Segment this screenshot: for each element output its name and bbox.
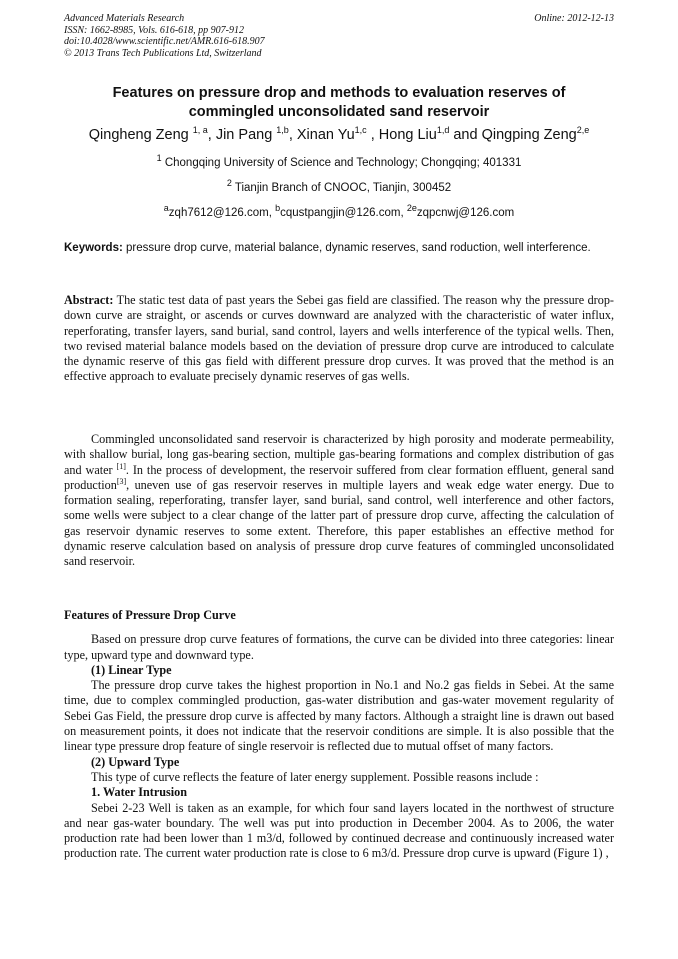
section-paragraph: The pressure drop curve takes the highest proportion in No.1 and No.2 gas fields in Sebei. At the same time, due to complex commingled production, gas-water distribution and gas-water movement regularity of Sebei Gas Field, the pressure drop curve is affected by many factors. Although a straight line is drawn out based on measurement points, it does not indicate that the reservoir conditions are simple. It is also possible that the linear type pressure drop feature of single reservoir is reflected due to mutual offset of many factors. [64,678,614,754]
author-emails [64,203,614,220]
title-line-2: commingled unconsolidated sand reservoir [188,104,490,120]
author-affiliation-mark: 1,b [276,125,289,136]
affiliation-2 [64,178,614,195]
issn-line: ISSN: 1662-8985, Vols. 616-618, pp 907-912 [64,24,244,36]
author-affiliation-mark: 2,e [576,125,590,136]
author-separator: , [366,127,379,143]
affiliation-1 [64,153,614,170]
author-name: Hong Liu [378,127,437,143]
affiliation-text: Tianjin Branch of CNOOC, Tianjin, 300452 [234,182,452,194]
affiliation-mark: 1 [156,153,162,164]
keywords [64,240,614,257]
keywords-text: pressure drop curve, material balance, dynamic reserves, sand roduction, well interference. [122,242,591,254]
section-paragraph: Sebei 2-23 Well is taken as an example, for which four sand layers located in the northwest of structure and near gas-water boundary. The well was put into production in December 2004. As to 2006, the water production rate had been lower than 1 m3/d, followed by continued decrease and continuously increased water production rate. The current water production rate is close to 6 m3/d. Pressure drop curve is upward (Figure 1) , [64,800,614,861]
intro-text: Commingled unconsolidated sand reservoir is characterized by high porosity and moderate permeability, with shallow burial, long gas-bearing section, multiple gas-bearing formations and complex distribution of gas and water [64,432,614,477]
section-heading: Features of Pressure Drop Curve [64,608,236,622]
subsection-heading: (2) Upward Type [91,754,180,769]
affiliation-text: Chongqing University of Science and Technology; Chongqing; 401331 [164,157,522,169]
copyright-line: © 2013 Trans Tech Publications Ltd, Switzerland [64,47,262,59]
journal-header [64,13,265,59]
author-list [64,126,614,144]
author-name: Qingheng Zeng [88,127,189,143]
email-address: zqh7612@126.com, [168,207,276,219]
intro-text: . In the process of development, the reservoir suffered from clear formation effluent, general sand production [64,462,614,492]
author-name: Xinan Yu [296,127,355,143]
abstract [64,293,614,385]
email-address: zqpcnwj@126.com [416,207,515,219]
email-mark: b [275,203,281,214]
title-line-1: Features on pressure drop and methods to evaluation reserves of [112,85,566,101]
affiliation-mark: 2 [226,178,232,189]
author-name: Jin Pang [215,127,273,143]
keywords-label: Keywords: [64,242,123,254]
email-address: cqustpangjin@126.com, [280,207,407,219]
author-separator: , [207,127,216,143]
subsection-heading: 1. Water Intrusion [91,785,188,800]
paper-title [64,84,614,122]
author-name: Qingping Zeng [481,127,577,143]
section-paragraph: Based on pressure drop curve features of formations, the curve can be divided into three categories: linear type, upward type and downward type. [64,632,614,662]
email-mark: 2e [406,203,417,214]
citation: [1] [116,461,126,471]
intro-text: , uneven use of gas reservoir reserves in multiple layers and weak edge water energy. Due to formation sealing, reperforating, transfer layer, sand burial, sand control, well interference and other factors, some wells were subject to a clear change of the latter part of pressure drop curve, affecting the calculation of gas reservoir dynamic reserves to some extent. Therefore, this paper establishes an effective method for dynamic reserve calculation based on analysis of pressure drop curve features of commingled unconsolidated sand reservoir. [64,477,614,569]
author-separator: and [449,127,482,143]
subsection-heading: (1) Linear Type [91,662,172,677]
online-date: Online: 2012-12-13 [534,13,614,24]
journal-name: Advanced Materials Research [64,13,185,24]
introduction-paragraph [64,432,614,570]
abstract-text: The static test data of past years the Sebei gas field are classified. The reason why the pressure drop-down curve are straight, or ascends or curves downward are analyzed with the characteristic of water influx, reperforating, transfer layers, sand burial, sand control, layers and wells interference of the typical wells. Then, two revised material balance models based on the deviation of pressure drop curve are introduced to calculate the dynamic reserve of this gas field with different pressure drop curves. It was proved that the method is an effective approach to evaluate precisely dynamic reserves of gas wells. [64,293,614,384]
doi-line: doi:10.4028/www.scientific.net/AMR.616-618.907 [64,36,265,47]
abstract-label: Abstract: [64,293,114,307]
author-affiliation-mark: 1,c [354,125,367,136]
section-paragraph: This type of curve reflects the feature of later energy supplement. Possible reasons include : [91,769,539,784]
section-pressure-drop [64,608,614,862]
citation: [3] [116,476,127,486]
author-affiliation-mark: 1,d [436,125,450,136]
author-affiliation-mark: 1, a [192,125,208,136]
email-mark: a [163,203,169,214]
author-separator: , [288,127,297,143]
